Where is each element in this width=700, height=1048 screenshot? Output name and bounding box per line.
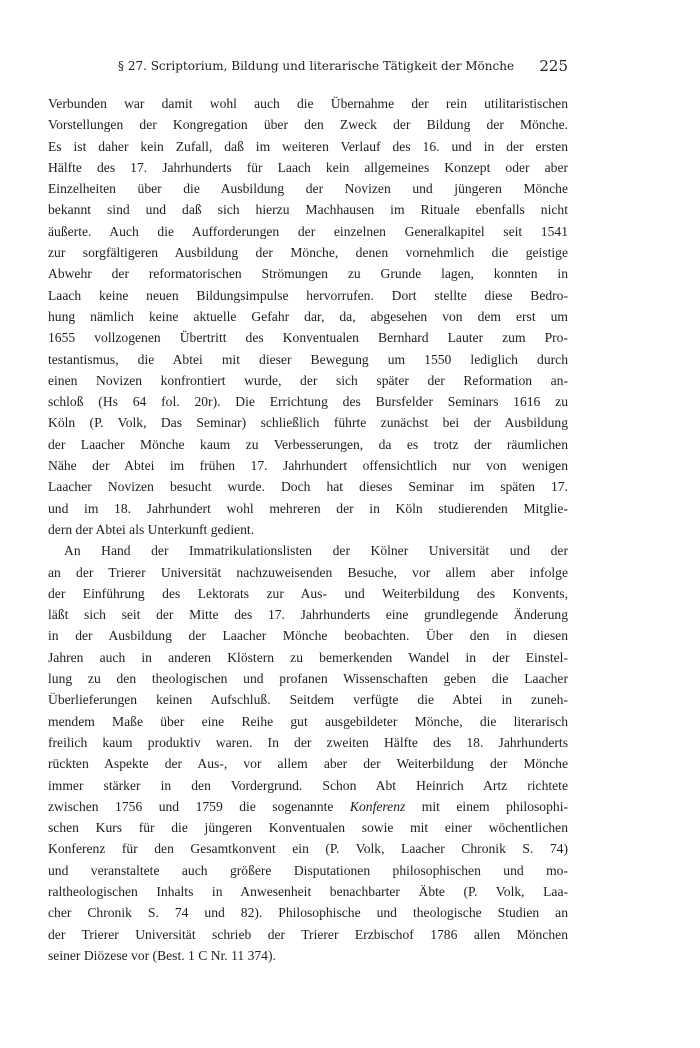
text-line: läßt sich seit der Mitte des 17. Jahrhunderts eine grundlegende Änderung (48, 607, 568, 623)
text-line: Laacher Novizen besucht wurde. Doch hat dieses Seminar im späten 17. (48, 479, 568, 495)
text-line: testantismus, die Abtei mit dieser Bewegung um 1550 lediglich durch (48, 351, 568, 367)
text-line: zur sorgfältigeren Ausbildung der Mönche, denen vornehmlich die geistige (48, 245, 568, 261)
text-line: hung nämlich keine aktuelle Gefahr dar, da, abgesehen von dem erst um (48, 308, 568, 324)
text-line: und veranstaltete auch größere Disputationen philosophischen und mo- (48, 862, 568, 878)
text-line: immer stärker in den Vordergrund. Schon Abt Heinrich Artz richtete (48, 777, 568, 793)
text-line: Vorstellungen der Kongregation über den Zweck der Bildung der Mönche. (48, 117, 568, 133)
text-line: und im 18. Jahrhundert wohl mehreren der in Köln studierenden Mitglie- (48, 500, 568, 516)
text-line: freilich kaum produktiv waren. In der zweiten Hälfte des 18. Jahrhunderts (48, 734, 568, 750)
text-line: Hälfte des 17. Jahrhunderts für Laach kein allgemeines Konzept oder aber (48, 159, 568, 175)
text-line: der Laacher Mönche kaum zu Verbesserungen, da es trotz der räumlichen (48, 436, 568, 452)
text-line: Es ist daher kein Zufall, daß im weiteren Verlauf des 16. und in der ersten (48, 138, 568, 154)
running-head (48, 56, 568, 76)
text-line: Köln (P. Volk, Das Seminar) schließlich führte zunächst bei der Ausbildung (48, 415, 568, 431)
text-line: Verbunden war damit wohl auch die Übernahme der rein utilitaristischen (48, 96, 568, 111)
text-line: Konferenz für den Gesamtkonvent ein (P. Volk, Laacher Chronik S. 74) (48, 841, 568, 857)
text-line: einen Novizen konfrontiert wurde, der sich später der Reformation an- (48, 372, 568, 388)
text-line: an der Trierer Universität nachzuweisenden Besuche, vor allem aber infolge (48, 564, 568, 580)
text-line: raltheologischen Inhalts in Anwesenheit benachbarter Äbte (P. Volk, Laa- (48, 883, 568, 899)
text-line: Abwehr der reformatorischen Strömungen zu Grunde lagen, konnten in (48, 266, 568, 282)
paragraph-end-line: seiner Diözese vor (Best. 1 C Nr. 11 374). (48, 947, 276, 963)
running-head-title: § 27. Scriptorium, Bildung und literarische Tätigkeit der Mönche (118, 59, 515, 73)
paragraph-end-line: dern der Abtei als Unterkunft gedient. (48, 521, 255, 537)
text-line: Nähe der Abtei im frühen 17. Jahrhundert offensichtlich nur von wenigen (48, 458, 568, 474)
page-number: 225 (539, 57, 568, 75)
text-line: Jahren auch in anderen Klöstern zu bemerkenden Wandel in der Einstel- (48, 649, 568, 665)
text-line-with-emphasis (48, 796, 568, 817)
text-line: mendem Maße über eine Reihe gut ausgebildeter Mönche, die literarisch (48, 713, 568, 729)
text-line: cher Chronik S. 74 und 82). Philosophische und theologische Studien an (48, 905, 568, 921)
line-text-after: mit einem philosophi- (405, 798, 568, 814)
text-line: der Trierer Universität schrieb der Trierer Erzbischof 1786 allen Mönchen (48, 926, 568, 942)
text-line: schloß (Hs 64 fol. 20r). Die Errichtung des Bursfelder Seminars 1616 zu (48, 394, 568, 410)
text-line: Laach keine neuen Bildungsimpulse hervorrufen. Dort stellte diese Bedro- (48, 287, 568, 303)
text-line: bekannt sind und daß sich hierzu Machhausen im Rituale ebenfalls nicht (48, 202, 568, 218)
text-line: Einzelheiten über die Ausbildung der Novizen und jüngeren Mönche (48, 181, 568, 197)
text-line: schen Kurs für die jüngeren Konventualen sowie mit einer wöchentlichen (48, 820, 568, 836)
line-text-before: zwischen 1756 und 1759 die sogenannte (48, 798, 350, 814)
text-line: rückten Aspekte der Aus-, vor allem aber der Weiterbildung der Mönche (48, 756, 568, 772)
text-line: 1655 vollzogenen Übertritt des Konventualen Bernhard Lauter zum Pro- (48, 330, 568, 346)
text-line: Überlieferungen keinen Aufschluß. Seitdem verfügte die Abtei in zuneh- (48, 692, 568, 708)
body-text (48, 93, 568, 966)
text-line: der Einführung des Lektorats zur Aus- und Weiterbildung des Konvents, (48, 585, 568, 601)
text-line: in der Ausbildung der Laacher Mönche beobachten. Über den in diesen (48, 628, 568, 644)
text-line: lung zu den theologischen und profanen Wissenschaften geben die Laacher (48, 671, 568, 687)
emphasized-term: Konferenz (349, 798, 406, 814)
text-line: äußerte. Auch die Aufforderungen der einzelnen Generalkapitel seit 1541 (48, 223, 568, 239)
paragraph-start-line: An Hand der Immatrikulationslisten der Kölner Universität und der (64, 543, 568, 559)
